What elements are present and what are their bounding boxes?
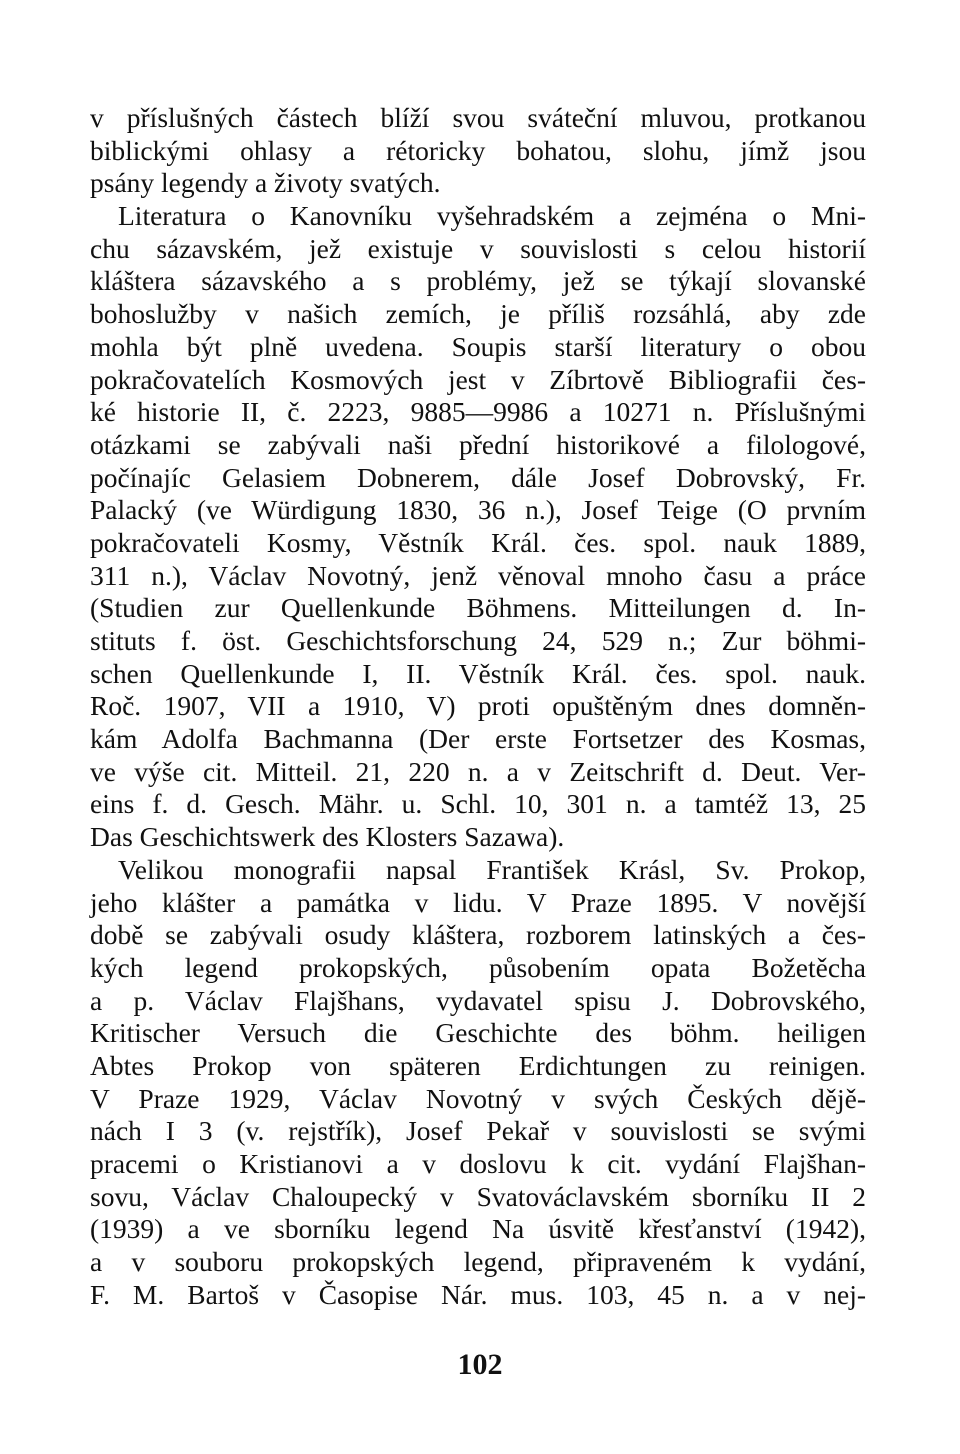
text-line: kám Adolfa Bachmanna (Der erste Fortsetzer des Kosmas, <box>90 723 866 755</box>
text-line: 311 n.), Václav Novotný, jenž věnoval mnoho času a práce <box>90 559 866 591</box>
text-line: mohla být plně uvedena. Soupis starší literatury o obou <box>90 330 866 362</box>
text-line: schen Quellenkunde I, II. Věstník Král. čes. spol. nauk. <box>90 657 866 689</box>
text-line: kláštera sázavského a s problémy, jež se týkají slovanské <box>90 265 866 297</box>
text-line: Kritischer Versuch die Geschichte des böhm. heiligen <box>90 1017 866 1049</box>
text-line: pokračovateli Kosmy, Věstník Král. čes. spol. nauk 1889, <box>90 526 866 558</box>
text-line: V Praze 1929, Václav Novotný v svých Českých dějě- <box>90 1082 866 1114</box>
text-line: kých legend prokopských, působením opata Božetěcha <box>90 951 866 983</box>
text-line: otázkami se zabývali naši přední historikové a filologové, <box>90 428 866 460</box>
text-line: F. M. Bartoš v Časopise Nár. mus. 103, 45 n. a v nej- <box>90 1278 866 1310</box>
text-line: Das Geschichtswerk des Klosters Sazawa). <box>90 821 565 853</box>
text-line: stituts f. öst. Geschichtsforschung 24, 529 n.; Zur böhmi- <box>90 625 866 656</box>
text-line: Roč. 1907, VII a 1910, V) proti opuštěným dnes domněn- <box>90 690 866 722</box>
text-line: biblickými ohlasy a rétoricky bohatou, slohu, jímž jsou <box>90 134 866 166</box>
text-line: ve výše cit. Mitteil. 21, 220 n. a v Zeitschrift d. Deut. Ver- <box>90 755 866 787</box>
text-line: a p. Václav Flajšhans, vydavatel spisu J. Dobrovského, <box>90 984 866 1016</box>
text-line: psány legendy a životy svatých. <box>90 167 441 199</box>
text-line: eins f. d. Gesch. Mähr. u. Schl. 10, 301 n. a tamtéž 13, 25 <box>90 788 866 820</box>
text-line: nách I 3 (v. rejstřík), Josef Pekař v souvislosti se svými <box>90 1115 866 1147</box>
text-line: pokračovatelích Kosmových jest v Zíbrtově Bibliografii čes- <box>90 363 866 395</box>
text-line: ké historie II, č. 2223, 9885—9986 a 10271 n. Příslušnými <box>90 396 866 428</box>
text-line: době se zabývali osudy kláštera, rozborem latinských a čes- <box>90 919 866 951</box>
page-number: 102 <box>457 1348 503 1381</box>
text-line: Palacký (ve Würdigung 1830, 36 n.), Josef Teige (O prvním <box>90 494 866 526</box>
text-line: jeho klášter a památka v lidu. V Praze 1895. V novější <box>90 886 866 918</box>
text-line: pracemi o Kristianovi a v doslovu k cit. vydání Flajšhan- <box>90 1148 866 1179</box>
text-line: (1939) a ve sborníku legend Na úsvitě křesťanství (1942), <box>90 1213 866 1245</box>
text-line: a v souboru prokopských legend, připraveném k vydání, <box>90 1246 866 1278</box>
text-line: chu sázavském, jež existuje v souvislosti s celou historií <box>90 232 866 264</box>
paragraph-start-line: Velikou monografii napsal František Krásl, Sv. Prokop, <box>118 853 866 885</box>
text-line: (Studien zur Quellenkunde Böhmens. Mitteilungen d. In- <box>90 592 866 624</box>
body-text <box>90 102 866 1311</box>
text-line: sovu, Václav Chaloupecký v Svatováclavském sborníku II 2 <box>90 1180 866 1212</box>
text-line: Abtes Prokop von späteren Erdichtungen zu reinigen. <box>90 1049 866 1081</box>
text-line: bohoslužby v našich zemích, je příliš rozsáhlá, aby zde <box>90 298 866 330</box>
text-line: v příslušných částech blíží svou sváteční mluvou, protkanou <box>90 102 866 133</box>
text-line: počínajíc Gelasiem Dobnerem, dále Josef Dobrovský, Fr. <box>90 461 866 493</box>
paragraph-start-line: Literatura o Kanovníku vyšehradském a zejména o Mni- <box>118 200 866 232</box>
